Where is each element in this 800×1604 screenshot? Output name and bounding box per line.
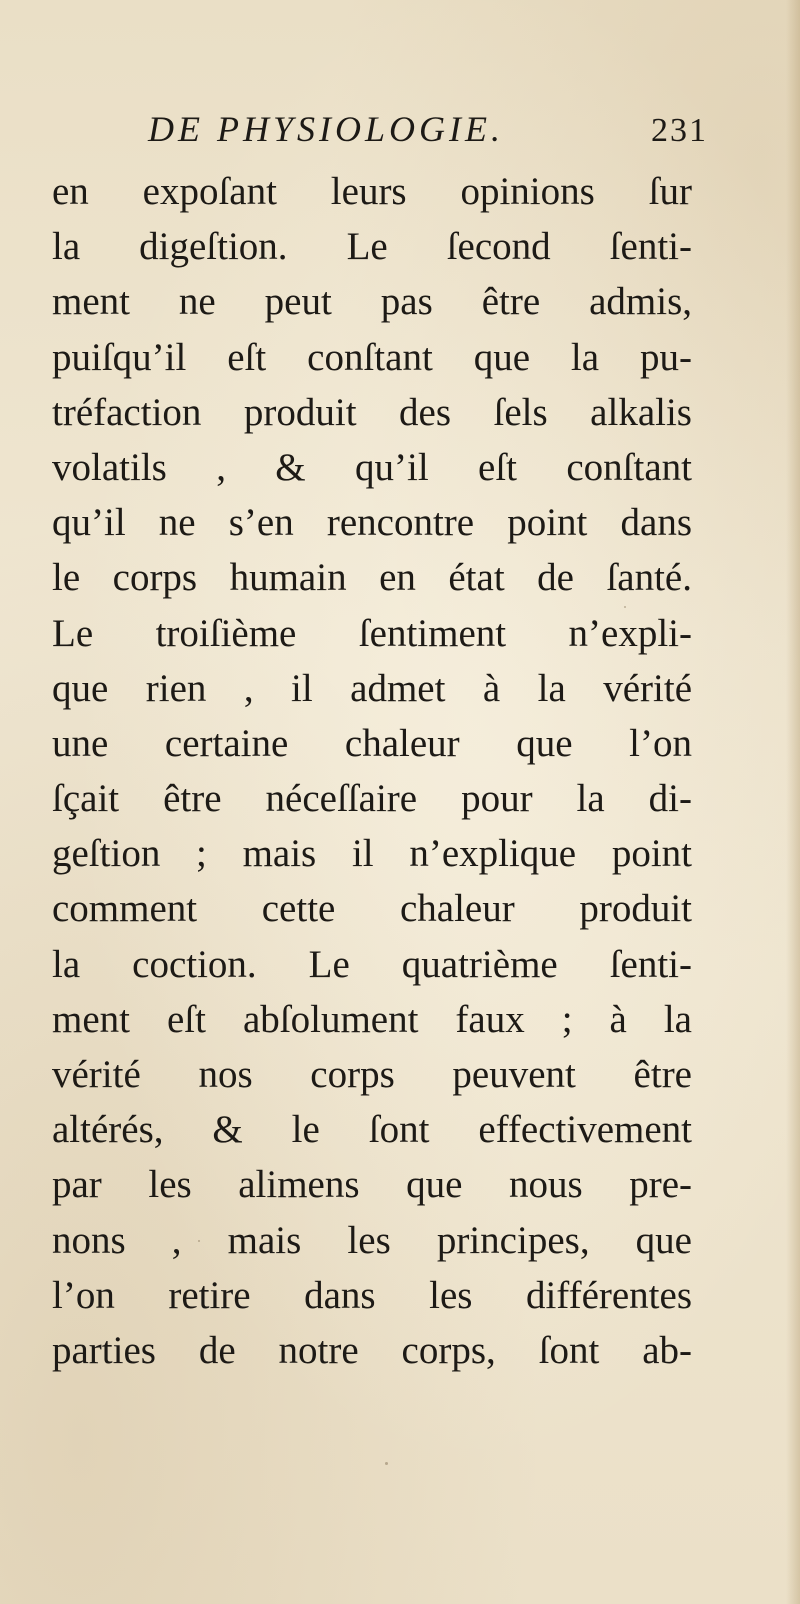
text-line: qu’il ne s’en rencontre point dans — [52, 501, 692, 545]
text-line: une certaine chaleur que l’on — [52, 721, 692, 765]
running-head-title: DE PHYSIOLOGIE. — [148, 109, 504, 149]
page-number: 231 — [651, 112, 708, 149]
text-line: ment eſt abſolument faux ; à la — [52, 997, 692, 1041]
text-line: la coction. Le quatrième ſenti- — [52, 942, 692, 986]
text-line: le corps humain en état de ſanté. — [52, 556, 692, 600]
paper-speck — [385, 1462, 388, 1465]
page-edge-shading — [786, 0, 800, 1604]
text-line: par les alimens que nous pre- — [52, 1163, 692, 1207]
text-line: volatils , & qu’il eſt conſtant — [52, 445, 692, 489]
text-line: tréfaction produit des ſels alkalis — [52, 390, 692, 434]
running-head — [148, 108, 708, 160]
text-line: ment ne peut pas être admis, — [52, 280, 692, 324]
text-line: geſtion ; mais il n’explique point — [52, 832, 692, 876]
text-line: que rien , il admet à la vérité — [52, 666, 692, 710]
text-line: ſçait être néceſſaire pour la di- — [52, 777, 692, 821]
text-line: puiſqu’il eſt conſtant que la pu- — [52, 335, 692, 379]
text-line: la digeſtion. Le ſecond ſenti- — [52, 225, 692, 269]
text-line: nons , mais les principes, que — [52, 1218, 692, 1262]
text-line: Le troiſième ſentiment n’expli- — [52, 611, 692, 655]
text-line: parties de notre corps, ſont ab- — [52, 1328, 692, 1372]
text-line: en expoſant leurs opinions ſur — [52, 170, 692, 213]
text-line: vérité nos corps peuvent être — [52, 1053, 692, 1096]
text-line: l’on retire dans les différentes — [52, 1273, 692, 1317]
text-line: altérés, & le ſont effectivement — [52, 1108, 692, 1152]
text-line: comment cette chaleur produit — [52, 887, 692, 931]
body-text — [52, 164, 692, 1378]
